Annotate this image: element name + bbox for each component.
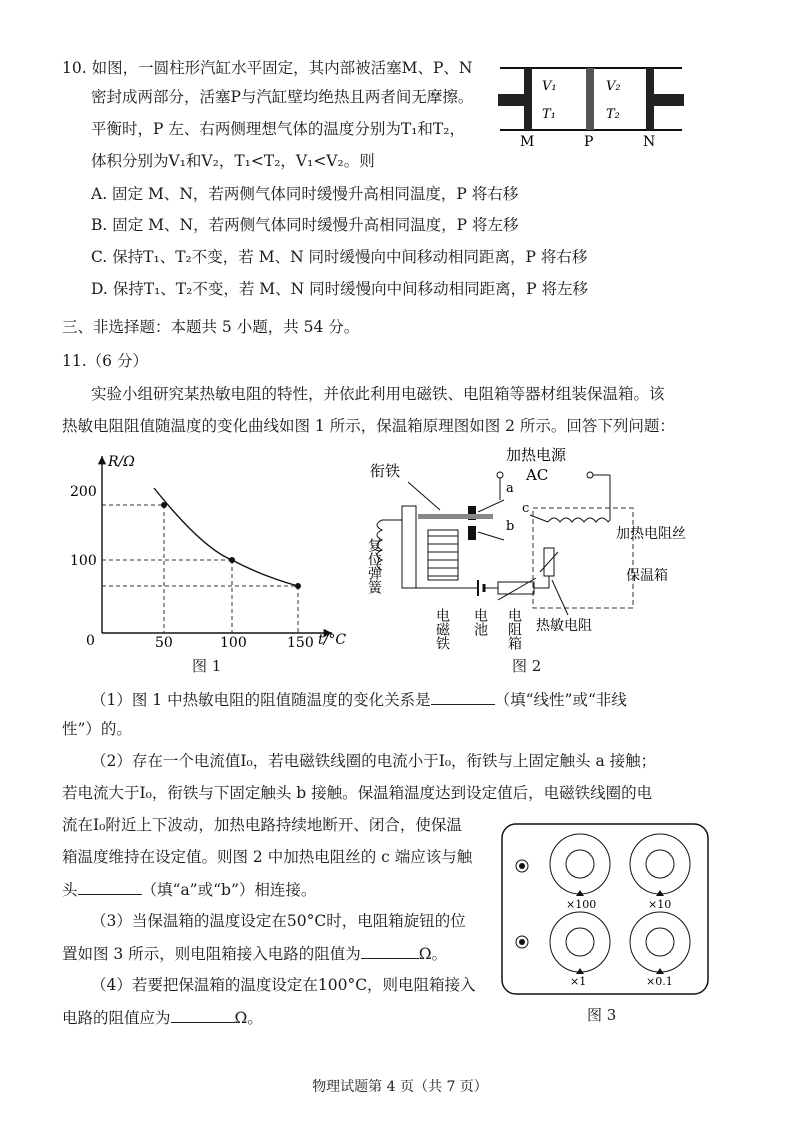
svg-text:×0.1: ×0.1: [646, 975, 673, 988]
fig1-ytick-100: 100: [70, 553, 97, 569]
svg-text:×10: ×10: [648, 898, 672, 911]
q11-part4-line2: 电路的阻值应为 Ω。: [62, 1006, 263, 1029]
fig2-box-label: 保温箱: [626, 568, 668, 584]
page-footer: 物理试题第 4 页（共 7 页）: [312, 1079, 488, 1095]
dial-x10: [630, 834, 690, 911]
figure-2-circuit: [358, 440, 728, 655]
fig2-battery-label: 电池: [472, 608, 488, 636]
figure-3-caption: 图 3: [587, 1006, 617, 1024]
dial-x0-1: [630, 912, 690, 988]
answer-blank-3[interactable]: [361, 942, 419, 959]
cylinder-figure: [490, 60, 690, 150]
fig1-xtick-100: 100: [220, 635, 247, 648]
fig2-thermistor-label: 热敏电阻: [536, 618, 592, 634]
q10-option-c: C. 保持T₁、T₂不变，若 M、N 同时缓慢向中间移动相同距离，P 将右移: [91, 248, 588, 266]
dial-x100: [550, 834, 610, 911]
q10-option-a: A. 固定 M、N，若两侧气体同时缓慢升高相同温度，P 将右移: [91, 185, 519, 203]
fig1-xtick-50: 50: [155, 635, 173, 648]
cyl-t2: T₂: [606, 107, 620, 122]
cyl-label-m: M: [520, 134, 535, 150]
q11-part2-line5: 头 （填“a”或“b”）相连接。: [62, 878, 316, 901]
q10-option-b: B. 固定 M、N，若两侧气体同时缓慢升高相同温度，P 将左移: [91, 216, 519, 234]
fig1-ylabel: R/Ω: [108, 454, 135, 470]
answer-blank-2[interactable]: [78, 878, 142, 895]
fig1-ytick-200: 200: [70, 484, 97, 500]
fig2-power-label: 加热电源: [506, 446, 567, 464]
fig2-terminal-c: c: [522, 501, 530, 516]
q11-part1-line2: 性”）的。: [62, 720, 132, 738]
q11-part2-line3: 流在I₀附近上下波动，加热电路持续地断开、闭合，使保温: [62, 816, 462, 834]
fig2-contact-a: a: [506, 481, 514, 496]
svg-text:×1: ×1: [570, 975, 587, 988]
q11-part2-line2: 若电流大于I₀，衔铁与下固定触头 b 接触。保温箱温度达到设定值后，电磁铁线圈的电: [62, 784, 653, 802]
q11-part2-line4: 箱温度维持在设定值。则图 2 中加热电阻丝的 c 端应该与触: [62, 848, 473, 866]
fig2-armature-label: 衔铁: [370, 462, 401, 480]
section-heading: 三、非选择题：本题共 5 小题，共 54 分。: [62, 318, 360, 336]
fig1-xlabel: t/°C: [318, 632, 347, 648]
q10-option-d: D. 保持T₁、T₂不变，若 M、N 同时缓慢向中间移动相同距离，P 将左移: [91, 280, 588, 298]
figure-1-graph: [62, 448, 352, 648]
svg-text:×100: ×100: [566, 898, 597, 911]
q10-line-2: 密封成两部分，活塞P与汽缸壁均绝热且两者间无摩擦。: [91, 88, 474, 106]
q10-line-4: 体积分别为V₁和V₂，T₁<T₂，V₁<V₂。则: [91, 152, 375, 170]
fig2-wire-label: 加热电阻丝: [616, 526, 686, 542]
figure-1-caption: 图 1: [192, 657, 222, 675]
q11-part1-line1: （1）图 1 中热敏电阻的阻值随温度的变化关系是 （填“线性”或“非线: [91, 688, 627, 711]
q10-line-3: 平衡时，P 左、右两侧理想气体的温度分别为T₁和T₂，: [91, 120, 465, 138]
q11-part4-line1: （4）若要把保温箱的温度设定在100°C，则电阻箱接入: [91, 976, 476, 994]
cyl-label-n: N: [643, 134, 656, 150]
figure-2-caption: 图 2: [512, 657, 542, 675]
cyl-t1: T₁: [542, 107, 556, 122]
q11-intro-1: 实验小组研究某热敏电阻的特性，并依此利用电磁铁、电阻箱等器材组装保温箱。该: [91, 385, 665, 403]
fig1-origin: 0: [86, 633, 95, 648]
fig2-contact-b: b: [506, 519, 515, 534]
fig2-rbox-label: 电阻箱: [506, 608, 522, 650]
figure-3-resistance-box: [500, 822, 712, 1000]
cyl-v1: V₁: [542, 79, 557, 94]
q11-part3-line1: （3）当保温箱的温度设定在50°C时，电阻箱旋钮的位: [91, 912, 466, 930]
answer-blank-1[interactable]: [431, 688, 495, 705]
cyl-label-p: P: [584, 134, 594, 150]
q11-intro-2: 热敏电阻阻值随温度的变化曲线如图 1 所示，保温箱原理图如图 2 所示。回答下列问题：: [62, 417, 675, 435]
fig2-ac-label: AC: [526, 466, 549, 484]
q11-part3-line2: 置如图 3 所示，则电阻箱接入电路的阻值为 Ω。: [62, 942, 447, 965]
q11-header: 11.（6 分）: [62, 352, 148, 370]
q11-part2-line1: （2）存在一个电流值I₀，若电磁铁线圈的电流小于I₀，衔铁与上固定触头 a 接触；: [91, 752, 657, 770]
q10-line-1: 10. 如图，一圆柱形汽缸水平固定，其内部被活塞M、P、N: [62, 59, 473, 77]
fig2-magnet-label: 电磁铁: [434, 608, 450, 650]
fig2-spring-label: 复位弹簧: [366, 538, 382, 594]
answer-blank-4[interactable]: [171, 1006, 235, 1023]
fig1-xtick-150: 150: [287, 635, 314, 648]
cyl-v2: V₂: [606, 79, 621, 94]
dial-x1: [550, 912, 610, 988]
